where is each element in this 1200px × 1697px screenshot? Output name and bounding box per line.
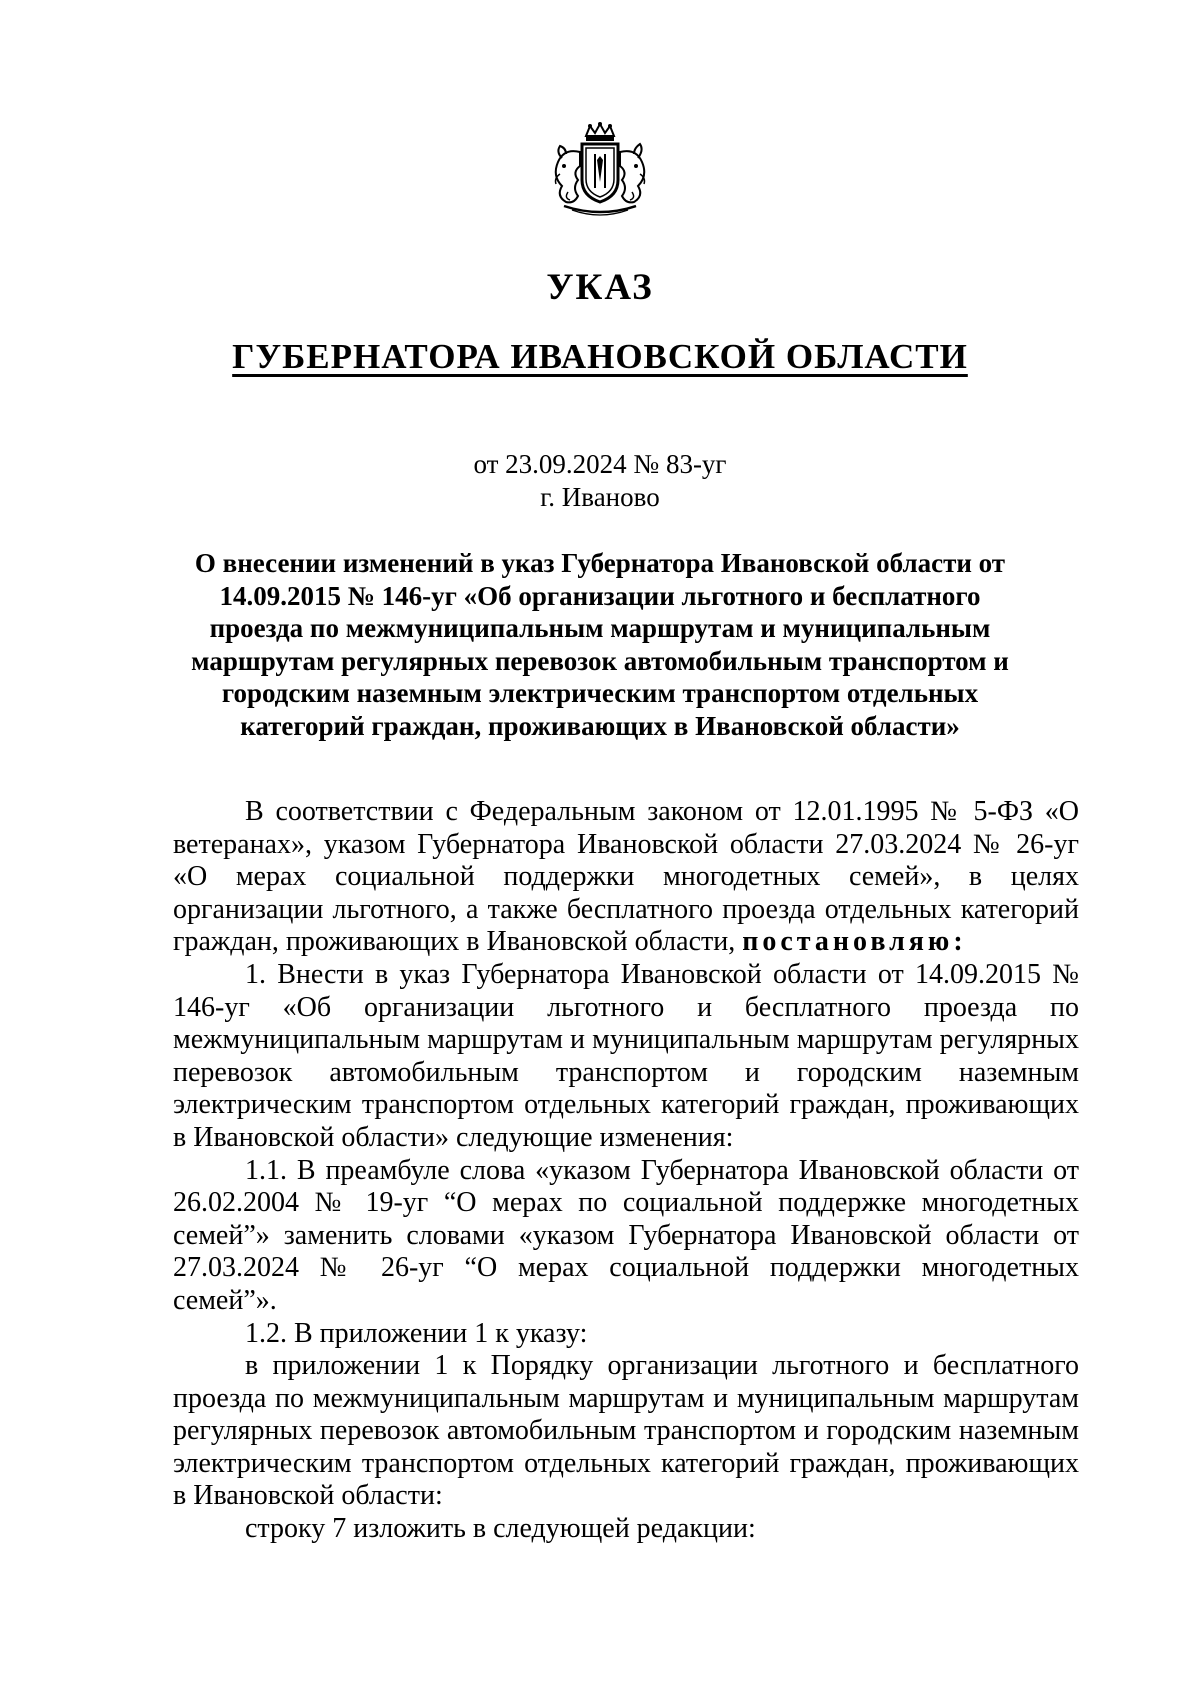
document-subject: О внесении изменений в указ Губернатора Ивановской области от 14.09.2015 № 146-уг «Об организации льготного и бесплатного проезда по межмуниципальным маршрутам и муниципальным маршрутам регулярных перевозок автомобильным транспортом и городским наземным электрическим транспортом отдельных категорий граждан, проживающих в Ивановской области»: [191, 548, 1009, 741]
document-date-number: от 23.09.2024 № 83-уг: [473, 449, 727, 479]
document-title: УКАЗ: [546, 267, 654, 308]
paragraph-1-2: 1.2. В приложении 1 к указу:: [245, 1317, 588, 1349]
paragraph-1: 1. Внести в указ Губернатора Ивановской области от 14.09.2015 № 146-уг «Об организации льготного и бесплатного проезда по межмуниципальным маршрутам и муниципальным маршрутам регулярных перевозок автомобильным транспортом и городским наземным электрическим транспортом отдельных категорий граждан, проживающих в Ивановской области» следующие изменения:: [173, 958, 1079, 1153]
document-city: г. Иваново: [540, 482, 660, 512]
paragraph-1-2-a: в приложении 1 к Порядку организации льготного и бесплатного проезда по межмуниципальным маршрутам и муниципальным маршрутам регулярных перевозок автомобильным транспортом и городским наземным электрическим транспортом отдельных категорий граждан, проживающих в Ивановской области:: [173, 1350, 1079, 1512]
coat-of-arms-emblem: [542, 122, 658, 218]
decree-word: постановляю:: [742, 926, 967, 958]
preamble-paragraph: [173, 796, 1079, 959]
paragraph-1-1: 1.1. В преамбуле слова «указом Губернатора Ивановской области от 26.02.2004 № 19-уг “О мерах по социальной поддержке многодетных семей”» заменить словами «указом Губернатора Ивановской области от 27.03.2024 № 26-уг “О мерах социальной поддержки многодетных семей”».: [173, 1154, 1079, 1316]
preamble-text: В соответствии с Федеральным законом от 12.01.1995 № 5-ФЗ «О ветеранах», указом Губернатора Ивановской области 27.03.2024 № 26-уг «О мерах социальной поддержки многодетных семей», в целях организации льготного, а также бесплатного проезда отдельных категорий граждан, проживающих в Ивановской области,: [173, 796, 1079, 958]
paragraph-1-2-b: строку 7 изложить в следующей редакции:: [245, 1513, 756, 1545]
issuing-authority: ГУБЕРНАТОРА ИВАНОВСКОЙ ОБЛАСТИ: [232, 337, 968, 376]
document-body: [173, 796, 1079, 1546]
